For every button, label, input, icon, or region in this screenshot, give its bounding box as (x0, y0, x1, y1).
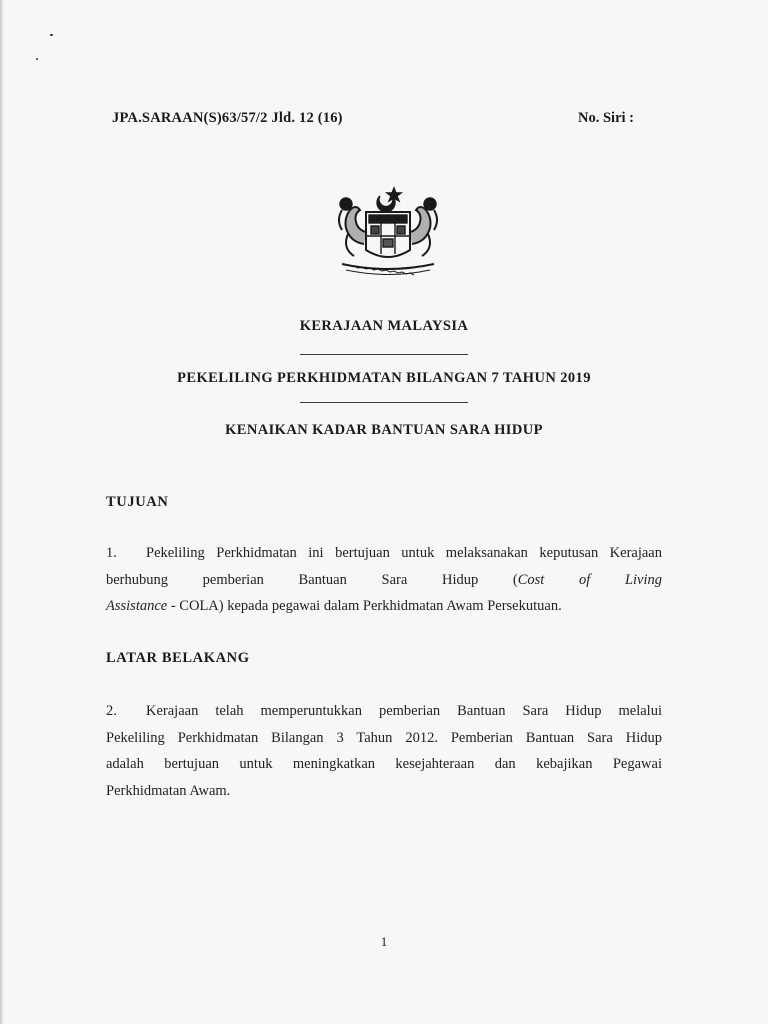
paragraph-line: berhubung pemberian Bantuan Sara Hidup (Cost of Living (106, 571, 663, 588)
government-title: KERAJAAN MALAYSIA (299, 318, 469, 334)
subject-title: KENAIKAN KADAR BANTUAN SARA HIDUP (225, 422, 543, 438)
reference-number: JPA.SARAAN(S)63/57/2 Jld. 12 (16) (112, 110, 343, 126)
scan-speck (36, 58, 38, 60)
paragraph-line: Perkhidmatan Awam. (106, 782, 231, 799)
paragraph-background (106, 698, 662, 804)
malaysia-coat-of-arms-icon (324, 184, 452, 280)
paragraph-number: 2. (106, 703, 117, 719)
scan-edge (0, 0, 4, 1024)
paragraph-line: adalah bertujuan untuk meningkatkan kesejahteraan dan kebajikan Pegawai (106, 756, 662, 772)
paragraph-line: 1. Pekeliling Perkhidmatan ini bertujuan untuk melaksanakan keputusan Kerajaan (106, 540, 662, 567)
title-divider (300, 402, 468, 403)
section-heading-purpose: TUJUAN (106, 494, 169, 510)
paragraph-line: Assistance - COLA) kepada pegawai dalam Perkhidmatan Awam Persekutuan. (106, 598, 562, 614)
page-number: 1 (380, 934, 388, 949)
serial-number-label: No. Siri : (578, 110, 634, 126)
title-divider (300, 354, 468, 355)
scan-speck (50, 34, 53, 36)
section-heading-background: LATAR BELAKANG (106, 650, 250, 666)
paragraph-purpose (106, 540, 662, 620)
paragraph-line: Pekeliling Perkhidmatan Bilangan 3 Tahun 2012. Pemberian Bantuan Sara Hidup (106, 729, 662, 746)
paragraph-line: 2. Kerajaan telah memperuntukkan pemberian Bantuan Sara Hidup melalui (106, 698, 662, 725)
paragraph-number: 1. (106, 545, 117, 561)
circular-title: PEKELILING PERKHIDMATAN BILANGAN 7 TAHUN 2019 (177, 370, 591, 386)
